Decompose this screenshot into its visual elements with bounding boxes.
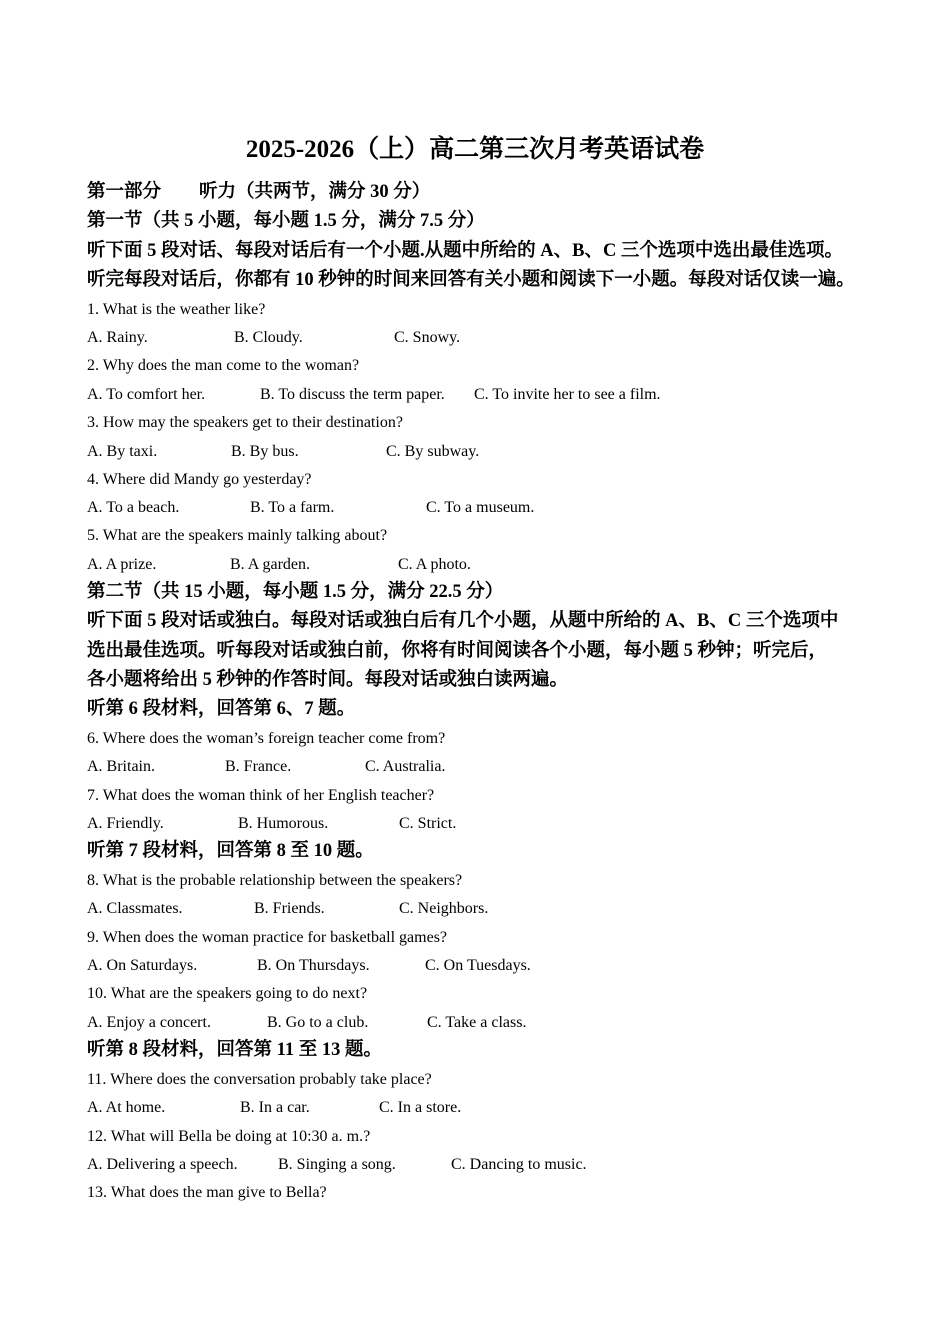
q3-option-b: B. By bus.	[231, 443, 299, 460]
q10-option-a: A. Enjoy a concert.	[87, 1014, 211, 1031]
section1-instruction-1: 听下面 5 段对话、每段对话后有一个小题.从题中所给的 A、B、C 三个选项中选出最佳选项。	[87, 241, 843, 261]
q8-option-a: A. Classmates.	[87, 900, 183, 917]
question-7: 7. What does the woman think of her English teacher?	[87, 787, 435, 804]
question-3: 3. How may the speakers get to their destination?	[87, 414, 403, 431]
question-5: 5. What are the speakers mainly talking about?	[87, 527, 388, 544]
section1-instruction-2: 听完每段对话后，你都有 10 秒钟的时间来回答有关小题和阅读下一小题。每段对话仅读一遍。	[87, 270, 855, 290]
q2-option-c: C. To invite her to see a film.	[474, 386, 661, 403]
q8-option-c: C. Neighbors.	[399, 900, 489, 917]
section2-instruction-1: 听下面 5 段对话或独白。每段对话或独白后有几个小题，从题中所给的 A、B、C 三个选项中	[87, 611, 839, 631]
q11-option-c: C. In a store.	[379, 1099, 462, 1116]
q5-option-b: B. A garden.	[230, 556, 310, 573]
q9-option-b: B. On Thursdays.	[257, 957, 370, 974]
material-8-heading: 听第 8 段材料，回答第 11 至 13 题。	[87, 1040, 382, 1060]
question-6: 6. Where does the woman’s foreign teacher come from?	[87, 730, 446, 747]
q6-option-b: B. France.	[225, 758, 292, 775]
question-1: 1. What is the weather like?	[87, 301, 266, 318]
section1-heading: 第一节（共 5 小题，每小题 1.5 分，满分 7.5 分）	[87, 211, 485, 231]
section2-instruction-2: 选出最佳选项。听每段对话或独白前，你将有时间阅读各个小题，每小题 5 秒钟；听完后，	[87, 641, 828, 661]
question-13: 13. What does the man give to Bella?	[87, 1184, 327, 1201]
question-2: 2. Why does the man come to the woman?	[87, 357, 360, 374]
q2-option-b: B. To discuss the term paper.	[260, 386, 445, 403]
q6-option-a: A. Britain.	[87, 758, 155, 775]
q1-option-b: B. Cloudy.	[234, 329, 303, 346]
q9-option-a: A. On Saturdays.	[87, 957, 198, 974]
q10-option-c: C. Take a class.	[427, 1014, 527, 1031]
q1-option-a: A. Rainy.	[87, 329, 148, 346]
part1-label: 第一部分	[87, 182, 162, 202]
q7-option-c: C. Strict.	[399, 815, 457, 832]
question-4: 4. Where did Mandy go yesterday?	[87, 471, 312, 488]
q12-option-c: C. Dancing to music.	[451, 1156, 587, 1173]
part1-heading	[87, 182, 430, 202]
q12-option-b: B. Singing a song.	[278, 1156, 396, 1173]
q5-option-a: A. A prize.	[87, 556, 157, 573]
question-12: 12. What will Bella be doing at 10:30 a. m.?	[87, 1128, 371, 1145]
q6-option-c: C. Australia.	[365, 758, 446, 775]
q7-option-a: A. Friendly.	[87, 815, 164, 832]
q4-option-b: B. To a farm.	[250, 499, 335, 516]
question-10: 10. What are the speakers going to do next?	[87, 985, 368, 1002]
q4-option-a: A. To a beach.	[87, 499, 180, 516]
question-9: 9. When does the woman practice for basketball games?	[87, 929, 448, 946]
q12-option-a: A. Delivering a speech.	[87, 1156, 238, 1173]
exam-title: 2025-2026（上）高二第三次月考英语试卷	[245, 136, 705, 163]
question-11: 11. Where does the conversation probably take place?	[87, 1071, 432, 1088]
q8-option-b: B. Friends.	[254, 900, 325, 917]
q4-option-c: C. To a museum.	[426, 499, 535, 516]
q9-option-c: C. On Tuesdays.	[425, 957, 531, 974]
q3-option-a: A. By taxi.	[87, 443, 158, 460]
q11-option-b: B. In a car.	[240, 1099, 310, 1116]
q10-option-b: B. Go to a club.	[267, 1014, 369, 1031]
q5-option-c: C. A photo.	[398, 556, 471, 573]
q2-option-a: A. To comfort her.	[87, 386, 206, 403]
q1-option-c: C. Snowy.	[394, 329, 461, 346]
material-6-heading: 听第 6 段材料，回答第 6、7 题。	[87, 699, 356, 719]
material-7-heading: 听第 7 段材料，回答第 8 至 10 题。	[87, 841, 374, 861]
q11-option-a: A. At home.	[87, 1099, 166, 1116]
part1-title: 听力（共两节，满分 30 分）	[199, 182, 431, 202]
q3-option-c: C. By subway.	[386, 443, 480, 460]
section2-instruction-3: 各小题将给出 5 秒钟的作答时间。每段对话或独白读两遍。	[87, 670, 569, 690]
question-8: 8. What is the probable relationship between the speakers?	[87, 872, 463, 889]
q7-option-b: B. Humorous.	[238, 815, 329, 832]
section2-heading: 第二节（共 15 小题，每小题 1.5 分，满分 22.5 分）	[87, 582, 504, 602]
